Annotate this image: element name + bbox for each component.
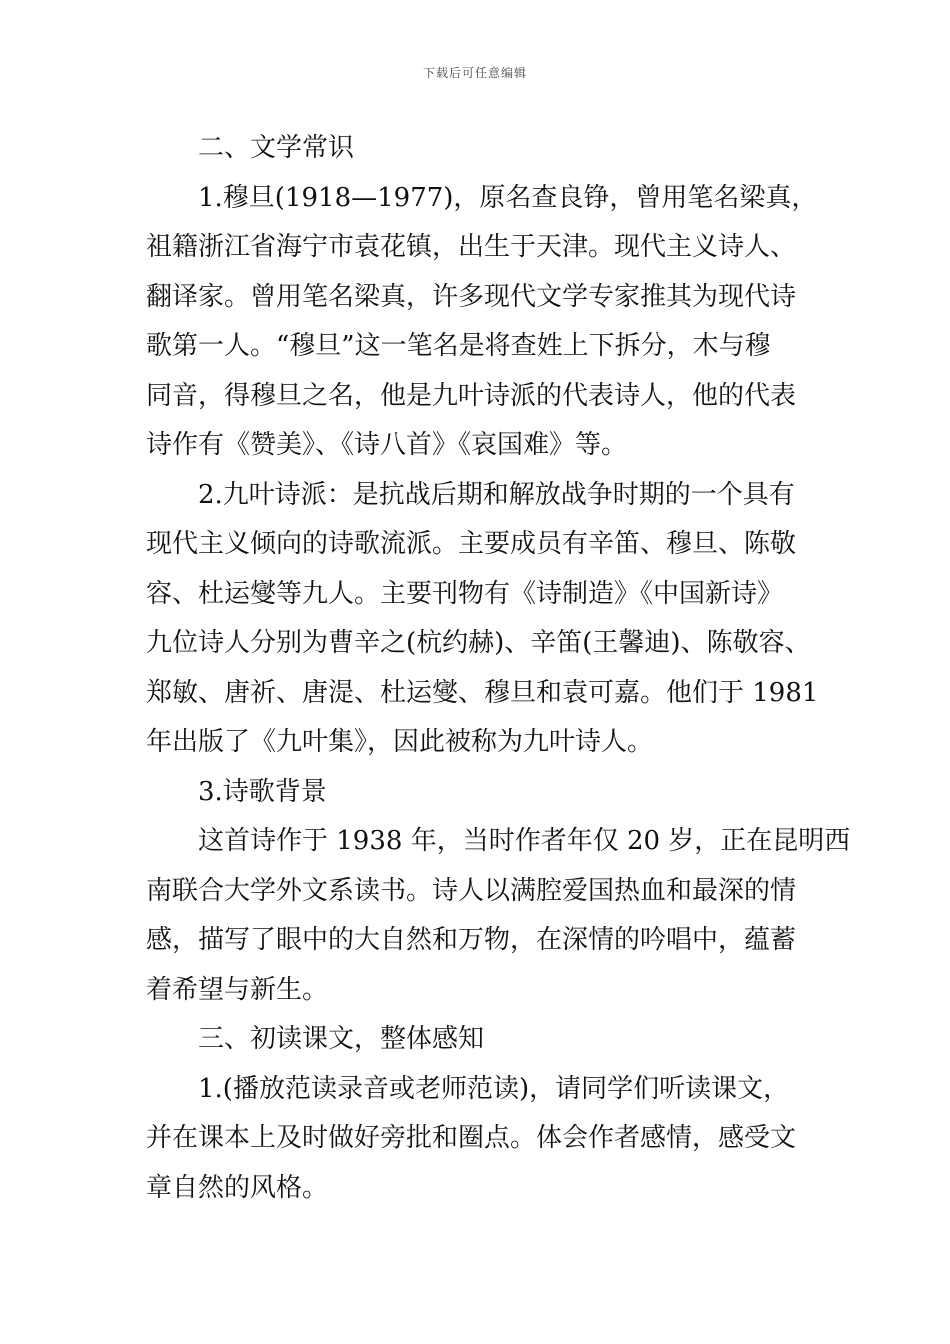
paragraph-line: 同音，得穆旦之名，他是九叶诗派的代表诗人，他的代表 bbox=[146, 380, 797, 411]
paragraph-line: 现代主义倾向的诗歌流派。主要成员有辛笛、穆旦、陈敬 bbox=[146, 529, 797, 559]
paragraph-line: 歌第一人。“穆旦”这一笔名是将查姓上下拆分，木与穆 bbox=[146, 331, 771, 361]
paragraph-line: 章自然的风格。 bbox=[146, 1172, 329, 1203]
paragraph-line: 1.(播放范读录音或老师范读)，请同学们听读课文， bbox=[198, 1073, 790, 1104]
section-heading-literary-knowledge: 二、文学常识 bbox=[198, 133, 355, 163]
paragraph-line: 翻译家。曾用笔名梁真，许多现代文学专家推其为现代诗 bbox=[146, 281, 797, 312]
paragraph-line: 并在课本上及时做好旁批和圈点。体会作者感情，感受文 bbox=[146, 1123, 797, 1153]
document-body bbox=[146, 124, 851, 1213]
paragraph-line: 郑敏、唐祈、唐湜、杜运燮、穆旦和袁可嘉。他们于 1981 bbox=[146, 677, 819, 708]
section-heading-first-reading: 三、初读课文，整体感知 bbox=[198, 1024, 485, 1054]
paragraph-line: 感，描写了眼中的大自然和万物，在深情的吟唱中，蕴蓄 bbox=[146, 925, 797, 955]
subheading-poem-background: 3.诗歌背景 bbox=[198, 776, 327, 807]
paragraph-line: 1.穆旦(1918—1977)，原名查良铮，曾用笔名梁真， bbox=[198, 182, 818, 213]
paragraph-line: 年出版了《九叶集》，因此被称为九叶诗人。 bbox=[146, 727, 654, 757]
paragraph-line: 诗作有《赞美》、《诗八首》《哀国难》等。 bbox=[146, 430, 628, 460]
paragraph-line: 祖籍浙江省海宁市袁花镇，出生于天津。现代主义诗人、 bbox=[146, 232, 797, 262]
paragraph-line: 2.九叶诗派：是抗战后期和解放战争时期的一个具有 bbox=[198, 479, 795, 510]
page-header: 下载后可任意编辑 bbox=[422, 66, 527, 80]
paragraph-line: 九位诗人分别为曹辛之(杭约赫)、辛笛(王馨迪)、陈敬容、 bbox=[146, 628, 811, 658]
paragraph-line: 南联合大学外文系读书。诗人以满腔爱国热血和最深的情 bbox=[146, 875, 797, 906]
paragraph-line: 容、杜运燮等九人。主要刊物有《诗制造》《中国新诗》 bbox=[146, 578, 784, 609]
paragraph-line: 着希望与新生。 bbox=[146, 974, 329, 1005]
paragraph-line: 这首诗作于 1938 年，当时作者年仅 20 岁，正在昆明西 bbox=[198, 826, 851, 856]
